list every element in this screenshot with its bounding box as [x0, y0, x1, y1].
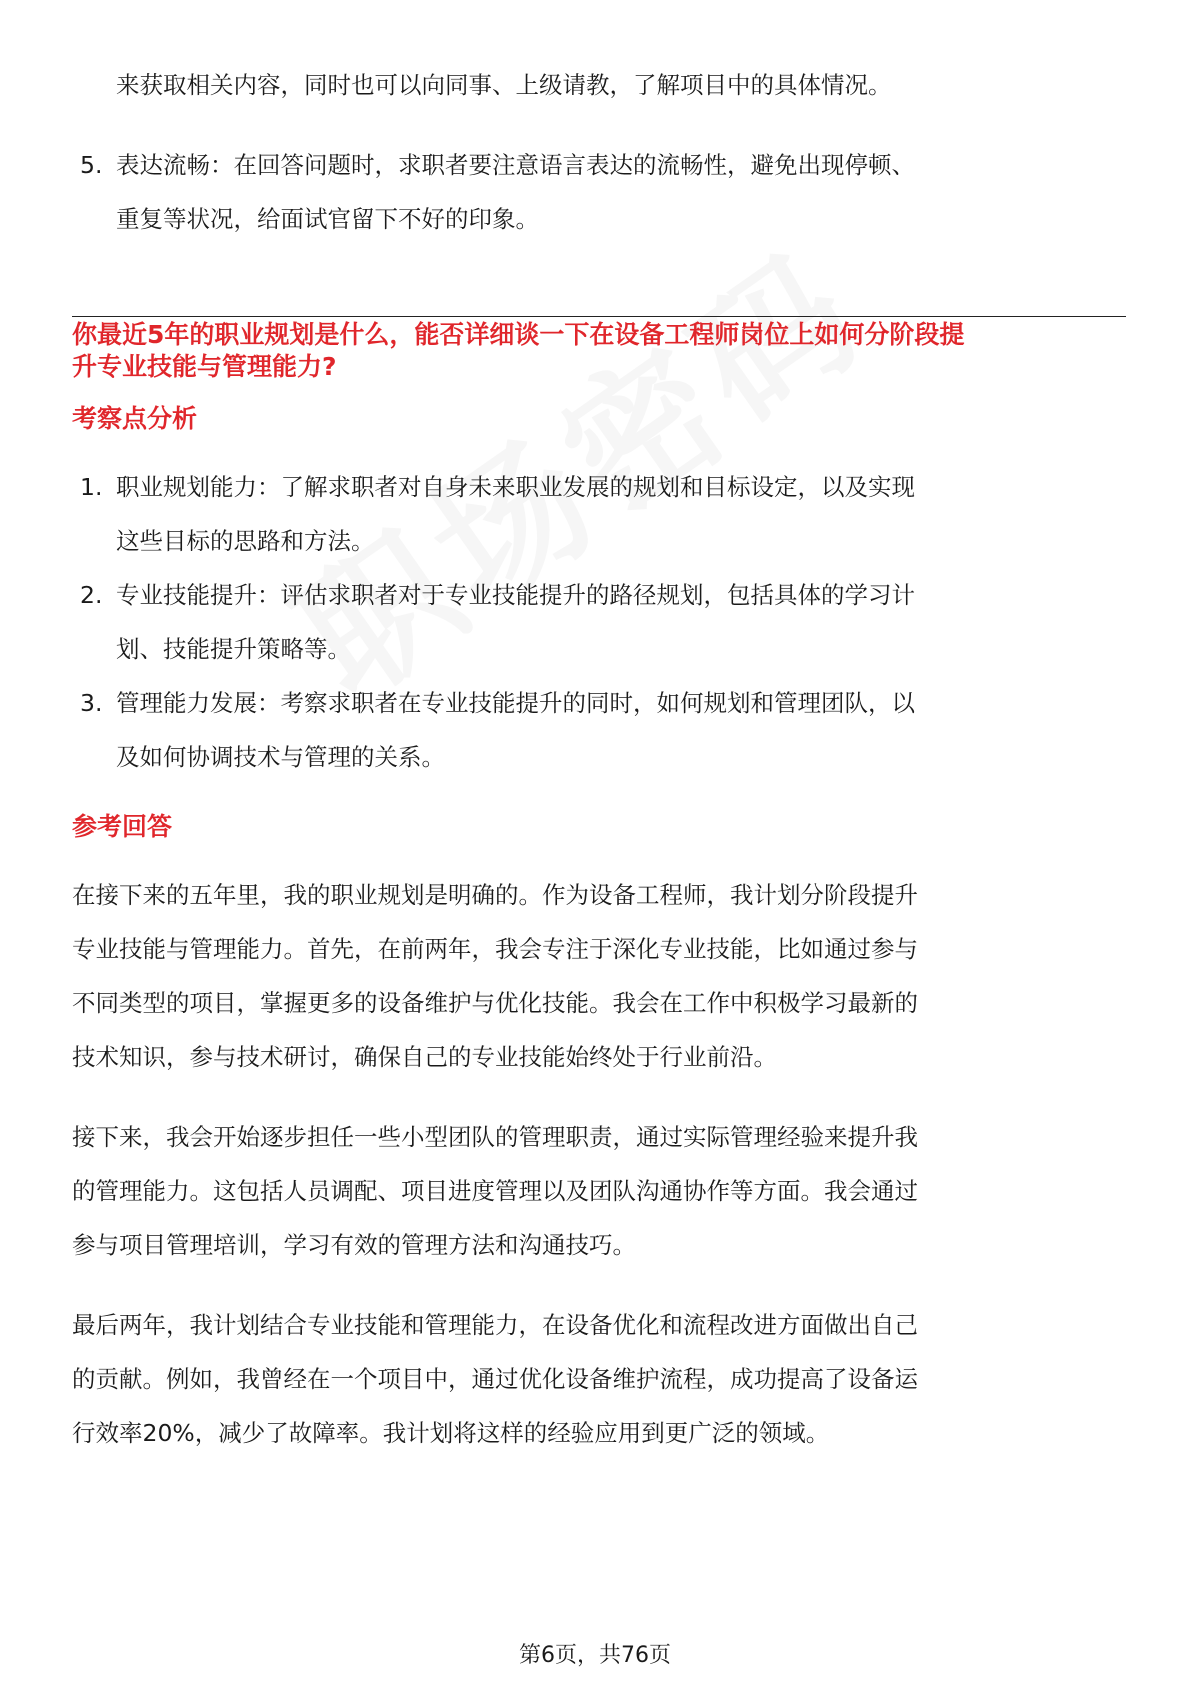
answer-paragraph-line: 最后两年，我计划结合专业技能和管理能力，在设备优化和流程改进方面做出自己: [72, 1311, 918, 1339]
section-divider: [72, 316, 1126, 317]
question-title-line: 你最近5年的职业规划是什么，能否详细谈一下在设备工程师岗位上如何分阶段提: [72, 320, 965, 349]
page-footer: 第6页，共76页: [519, 1643, 671, 1668]
answer-paragraph-line: 的贡献。例如，我曾经在一个项目中，通过优化设备维护流程，成功提高了设备运: [72, 1365, 918, 1393]
answer-paragraph-line: 参与项目管理培训，学习有效的管理方法和沟通技巧。: [72, 1231, 636, 1259]
analysis-item-line: 专业技能提升：评估求职者对于专业技能提升的路径规划，包括具体的学习计: [116, 581, 915, 609]
analysis-item-line: 管理能力发展：考察求职者在专业技能提升的同时，如何规划和管理团队，以: [116, 689, 915, 717]
answer-paragraph-line: 技术知识，参与技术研讨，确保自己的专业技能始终处于行业前沿。: [72, 1043, 777, 1071]
analysis-item-number: 3.: [80, 689, 103, 717]
answer-paragraph-line: 接下来，我会开始逐步担任一些小型团队的管理职责，通过实际管理经验来提升我: [72, 1123, 918, 1151]
analysis-item-line: 职业规划能力：了解求职者对自身未来职业发展的规划和目标设定，以及实现: [116, 473, 915, 501]
answer-paragraph-line: 专业技能与管理能力。首先，在前两年，我会专注于深化专业技能，比如通过参与: [72, 935, 918, 963]
analysis-item-line: 这些目标的思路和方法。: [116, 527, 375, 555]
analysis-item-line: 及如何协调技术与管理的关系。: [116, 743, 445, 771]
list-item-line: 重复等状况，给面试官留下不好的印象。: [116, 205, 539, 233]
analysis-item-line: 划、技能提升策略等。: [116, 635, 351, 663]
list-item-line: 表达流畅：在回答问题时，求职者要注意语言表达的流畅性，避免出现停顿、: [116, 151, 915, 179]
question-title-line: 升专业技能与管理能力?: [72, 352, 337, 381]
answer-paragraph-line: 不同类型的项目，掌握更多的设备维护与优化技能。我会在工作中积极学习最新的: [72, 989, 918, 1017]
answer-paragraph-line: 行效率20%，减少了故障率。我计划将这样的经验应用到更广泛的领域。: [72, 1419, 830, 1447]
answer-paragraph-line: 的管理能力。这包括人员调配、项目进度管理以及团队沟通协作等方面。我会通过: [72, 1177, 918, 1205]
answer-paragraph-line: 在接下来的五年里，我的职业规划是明确的。作为设备工程师，我计划分阶段提升: [72, 881, 918, 909]
analysis-heading: 考察点分析: [72, 404, 198, 433]
continuation-line: 来获取相关内容，同时也可以向同事、上级请教，了解项目中的具体情况。: [116, 71, 892, 99]
answer-heading: 参考回答: [72, 812, 173, 841]
analysis-item-number: 1.: [80, 473, 103, 501]
list-item-number: 5.: [80, 151, 103, 179]
analysis-item-number: 2.: [80, 581, 103, 609]
